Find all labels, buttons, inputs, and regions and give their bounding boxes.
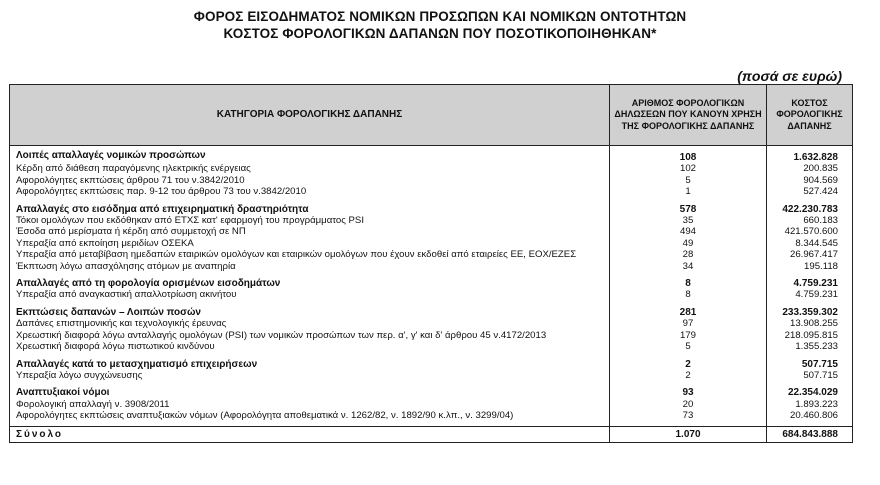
tax-expenditure-table (9, 84, 853, 443)
row-count: 73 (610, 410, 767, 421)
row-count: 494 (610, 226, 767, 237)
category-row (10, 202, 853, 215)
row-count: 20 (610, 399, 767, 410)
row-label: Δαπάνες επιστημονικής και τεχνολογικής έρευνας (10, 318, 610, 329)
row-count: 49 (610, 238, 767, 249)
row-count: 35 (610, 215, 767, 226)
row-cost: 527.424 (767, 186, 853, 197)
row-cost: 26.967.417 (767, 249, 853, 260)
row-cost: 233.359.302 (767, 305, 853, 318)
row-label: Φορολογική απαλλαγή ν. 3908/2011 (10, 399, 610, 410)
row-cost: 507.715 (767, 370, 853, 381)
row-cost: 218.095.815 (767, 330, 853, 341)
total-label: Σύνολο (10, 426, 610, 442)
row-count: 8 (610, 289, 767, 300)
category-row (10, 357, 853, 370)
row-cost: 904.569 (767, 175, 853, 186)
report-title (0, 8, 880, 42)
row-label: Λοιπές απαλλαγές νομικών προσώπων (10, 146, 610, 164)
row-label: Αφορολόγητες εκπτώσεις άρθρου 71 του ν.3842/2010 (10, 175, 610, 186)
table-row (10, 410, 853, 421)
table-row (10, 341, 853, 352)
row-count: 93 (610, 385, 767, 398)
table-row (10, 399, 853, 410)
category-row (10, 146, 853, 164)
total-row (10, 426, 853, 442)
header-returns: ΑΡΙΘΜΟΣ ΦΟΡΟΛΟΓΙΚΩΝ ΔΗΛΩΣΕΩΝ ΠΟΥ ΚΑΝΟΥΝ ΧΡΗΣΗ ΤΗΣ ΦΟΡΟΛΟΓΙΚΗΣ ΔΑΠΑΝΗΣ (610, 85, 767, 146)
row-cost: 13.908.255 (767, 318, 853, 329)
category-row (10, 276, 853, 289)
table-row (10, 289, 853, 300)
table-row (10, 261, 853, 272)
row-cost: 1.355.233 (767, 341, 853, 352)
row-cost: 4.759.231 (767, 276, 853, 289)
title-line-2: ΚΟΣΤΟΣ ΦΟΡΟΛΟΓΙΚΩΝ ΔΑΠΑΝΩΝ ΠΟΥ ΠΟΣΟΤΙΚΟΠΟΙΗΘΗΚΑΝ* (223, 26, 657, 41)
row-cost: 421.570.600 (767, 226, 853, 237)
table-row (10, 318, 853, 329)
row-cost: 20.460.806 (767, 410, 853, 421)
row-cost: 195.118 (767, 261, 853, 272)
table-row (10, 186, 853, 197)
row-cost: 660.183 (767, 215, 853, 226)
row-count: 1 (610, 186, 767, 197)
row-cost: 4.759.231 (767, 289, 853, 300)
row-label: Υπεραξία από αναγκαστική απαλλοτρίωση ακινήτου (10, 289, 610, 300)
row-count: 8 (610, 276, 767, 289)
row-count: 28 (610, 249, 767, 260)
row-cost: 8.344.545 (767, 238, 853, 249)
row-label: Αφορολόγητες εκπτώσεις παρ. 9-12 του άρθρου 73 του ν.3842/2010 (10, 186, 610, 197)
row-label: Υπεραξία λόγω συγχώνευσης (10, 370, 610, 381)
row-label: Αναπτυξιακοί νόμοι (10, 385, 610, 398)
row-count: 5 (610, 341, 767, 352)
row-count: 102 (610, 163, 767, 174)
row-count: 108 (610, 146, 767, 164)
row-label: Υπεραξία από μεταβίβαση ημεδαπών εταιρικών ομολόγων και εταιρικών ομολόγων που έχουν εκδοθεί από εταιρείες ΕΕ, ΕΟΧ/ΕΖΕΣ (10, 249, 610, 260)
table-row (10, 370, 853, 381)
table-row (10, 215, 853, 226)
table-header-row (10, 85, 853, 146)
table-row (10, 330, 853, 341)
row-label: Απαλλαγές στο εισόδημα από επιχειρηματική δραστηριότητα (10, 202, 610, 215)
row-count: 97 (610, 318, 767, 329)
total-cost: 684.843.888 (767, 426, 853, 442)
row-count: 5 (610, 175, 767, 186)
row-cost: 1.893.223 (767, 399, 853, 410)
row-label: Τόκοι ομολόγων που εκδόθηκαν από ΕΤΧΣ κατ' εφαρμογή του προγράμματος PSI (10, 215, 610, 226)
table-row (10, 226, 853, 237)
category-row (10, 385, 853, 398)
row-cost: 422.230.783 (767, 202, 853, 215)
amounts-note: (ποσά σε ευρώ) (737, 68, 842, 84)
row-count: 179 (610, 330, 767, 341)
row-label: Χρεωστική διαφορά λόγω ανταλλαγής ομολόγων (PSI) των νομικών προσώπων των περ. α', γ' και δ' άρθρου 45 ν.4172/2013 (10, 330, 610, 341)
row-cost: 1.632.828 (767, 146, 853, 164)
table-row (10, 175, 853, 186)
row-label: Αφορολόγητες εκπτώσεις αναπτυξιακών νόμων (Αφορολόγητα αποθεματικά ν. 1262/82, ν. 1892/90 κ.λπ., ν. 3299/04) (10, 410, 610, 421)
table-row (10, 249, 853, 260)
row-label: Χρεωστική διαφορά λόγω πιστωτικού κινδύνου (10, 341, 610, 352)
total-count: 1.070 (610, 426, 767, 442)
header-cost: ΚΟΣΤΟΣ ΦΟΡΟΛΟΓΙΚΗΣ ΔΑΠΑΝΗΣ (767, 85, 853, 146)
row-count: 2 (610, 370, 767, 381)
row-label: Εκπτώσεις δαπανών – Λοιπών ποσών (10, 305, 610, 318)
row-count: 2 (610, 357, 767, 370)
row-label: Υπεραξία από εκποίηση μεριδίων ΟΣΕΚΑ (10, 238, 610, 249)
table-body (10, 146, 853, 443)
table-row (10, 238, 853, 249)
row-label: Έσοδα από μερίσματα ή κέρδη από συμμετοχή σε ΝΠ (10, 226, 610, 237)
category-row (10, 305, 853, 318)
row-label: Έκπτωση λόγω απασχόλησης ατόμων με αναπηρία (10, 261, 610, 272)
title-line-1: ΦΟΡΟΣ ΕΙΣΟΔΗΜΑΤΟΣ ΝΟΜΙΚΩΝ ΠΡΟΣΩΠΩΝ ΚΑΙ ΝΟΜΙΚΩΝ ΟΝΤΟΤΗΤΩΝ (193, 9, 687, 24)
row-cost: 200.835 (767, 163, 853, 174)
row-cost: 22.354.029 (767, 385, 853, 398)
row-label: Κέρδη από διάθεση παραγόμενης ηλεκτρικής ενέργειας (10, 163, 610, 174)
row-count: 281 (610, 305, 767, 318)
row-label: Απαλλαγές από τη φορολογία ορισμένων εισοδημάτων (10, 276, 610, 289)
row-count: 578 (610, 202, 767, 215)
header-category: ΚΑΤΗΓΟΡΙΑ ΦΟΡΟΛΟΓΙΚΗΣ ΔΑΠΑΝΗΣ (10, 85, 610, 146)
row-label: Απαλλαγές κατά το μετασχηματισμό επιχειρήσεων (10, 357, 610, 370)
table-row (10, 163, 853, 174)
row-cost: 507.715 (767, 357, 853, 370)
row-count: 34 (610, 261, 767, 272)
